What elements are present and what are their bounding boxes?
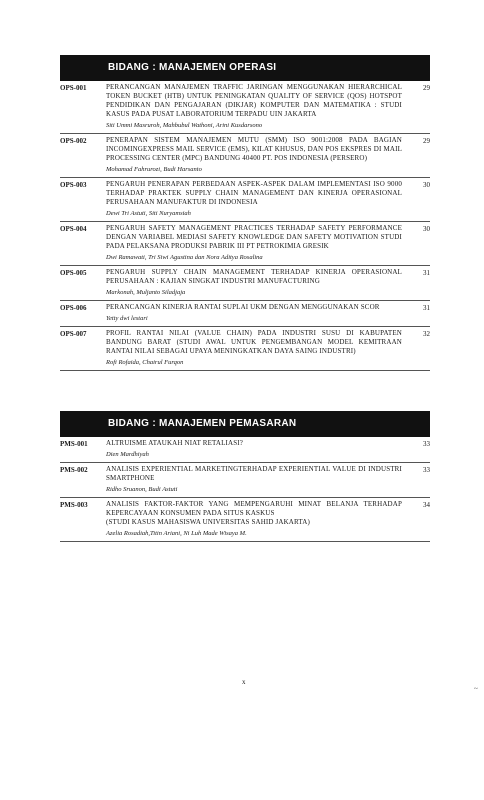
toc-entry [60, 222, 430, 266]
entry-code: OPS-006 [60, 304, 87, 312]
entry-authors: Dien Mardhiyah [106, 451, 149, 458]
toc-entry [60, 81, 430, 134]
entry-page: 34 [423, 501, 430, 509]
entry-code: OPS-004 [60, 225, 87, 233]
entry-page: 31 [423, 269, 430, 277]
entry-title: ANALISIS EXPERIENTIAL MARKETINGTERHADAP EXPERIENTIAL VALUE DI INDUSTRI SMARTPHONE [106, 465, 402, 482]
toc-entry [60, 134, 430, 178]
entry-authors: Yetty dwi lestari [106, 315, 148, 322]
section-header: BIDANG : MANAJEMEN PEMASARAN [60, 411, 430, 437]
entry-authors: Dewi Tri Astuti, Siti Nuryamsiah [106, 210, 191, 217]
entry-authors: Azelia Rosadiah,Titin Ariani, Ni Luh Made Wisaya M. [106, 530, 247, 537]
entry-authors: Mohamad Fahrurozi, Budi Harsanto [106, 166, 202, 173]
entry-code: OPS-001 [60, 84, 87, 92]
entry-code: PMS-001 [60, 440, 88, 448]
section-pemasaran [60, 411, 430, 542]
entry-title: PROFIL RANTAI NILAI (VALUE CHAIN) PADA INDUSTRI SUSU DI KABUPATEN BANDUNG BARAT (STUDI AWAL UNTUK PENGEMBANGAN MODEL KEMITRAAN RANTAI NILAI SEBAGAI UPAYA MENINGKATKAN DAYA SAING INDUSTRI) [106, 329, 402, 355]
entry-authors: Siti Ummi Masruroh, Mahbubul Wathoni, Arini Kusdarsono [106, 122, 263, 129]
toc-entry [60, 301, 430, 327]
entry-title: ANALISIS FAKTOR-FAKTOR YANG MEMPENGARUHI MINAT BELANJA TERHADAP KEPERCAYAAN KONSUMEN PADA SITUS KASKUS [106, 500, 402, 517]
entry-code: PMS-003 [60, 501, 88, 509]
entry-code: OPS-002 [60, 137, 87, 145]
toc-entry [60, 498, 430, 542]
page-footer-number: x [242, 678, 246, 686]
toc-page [60, 55, 430, 542]
entry-authors: Markonah, Muljanto Siladjaja [106, 289, 186, 296]
entry-page: 29 [423, 137, 430, 145]
toc-entry [60, 463, 430, 498]
entry-page: 31 [423, 304, 430, 312]
entry-title: ALTRUISME ATAUKAH NIAT RETALIASI? [106, 439, 244, 447]
section-operasi [60, 55, 430, 371]
entry-page: 33 [423, 466, 430, 474]
entry-page: 30 [423, 225, 430, 233]
entry-code: OPS-005 [60, 269, 87, 277]
toc-entry [60, 437, 430, 463]
entry-code: PMS-002 [60, 466, 88, 474]
entry-page: 33 [423, 440, 430, 448]
section-header: BIDANG : MANAJEMEN OPERASI [60, 55, 430, 81]
section-spacer [60, 371, 430, 411]
entry-code: OPS-007 [60, 330, 87, 338]
toc-entry [60, 327, 430, 371]
entry-title: PENERAPAN SISTEM MANAJEMEN MUTU (SMM) ISO 9001:2008 PADA BAGIAN INCOMINGEXPRESS MAIL SERVICE (EMS), KILAT KHUSUS, DAN POS EKSPRES DI MAIL PROCESSING CENTER (MPC) BANDUNG 40400 PT. POS INDONESIA (PERSERO) [106, 136, 402, 162]
entry-title: PENGARUH SAFETY MANAGEMENT PRACTICES TERHADAP SAFETY PERFORMANCE DENGAN VARIABEL MEDIASI SAFETY KNOWLEDGE DAN SAFETY MOTIVATION STUDI PADA PELAKSANA PRODUKSI PABRIK III PT PETROKIMIA GRESIK [106, 224, 402, 250]
entry-authors: Ridho Sruanon, Budi Astuti [106, 486, 178, 493]
entry-authors: Dwi Ramawati, Tri Siwi Agustina dan Nora Aditya Rosalina [106, 254, 263, 261]
entry-title: PERANCANGAN KINERJA RANTAI SUPLAI UKM DENGAN MENGGUNAKAN SCOR [106, 303, 380, 311]
entry-authors: Rofi Rofaida, Chairul Furqon [106, 359, 184, 366]
entry-title: PERANCANGAN MANAJEMEN TRAFFIC JARINGAN MENGGUNAKAN HIERARCHICAL TOKEN BUCKET (HTB) UNTUK PENINGKATAN QUALITY OF SERVICE (QOS) HOTSPOT PENDIDIKAN DAN PENGAJARAN (DIKJAR) KOMPUTER DAN MATEMATIKA : STUDI KASUS PADA PUSAT LABORATORIUM TERPADU UIN JAKARTA [106, 83, 402, 118]
entry-page: 32 [423, 330, 430, 338]
entry-page: 30 [423, 181, 430, 189]
entry-title: PENGARUH PENERAPAN PERBEDAAN ASPEK-ASPEK DALAM IMPLEMENTASI ISO 9000 TERHADAP PRAKTEK SUPPLY CHAIN MANAGEMENT DAN KINERJA OPERASIONAL PERUSAHAAN MANUFAKTUR DI INDONESIA [106, 180, 402, 206]
entry-note: (STUDI KASUS MAHASISWA UNIVERSITAS SAHID JAKARTA) [106, 518, 310, 526]
toc-entry [60, 178, 430, 222]
toc-entry [60, 266, 430, 301]
scan-mark: ~ [474, 685, 478, 693]
entry-code: OPS-003 [60, 181, 87, 189]
entry-page: 29 [423, 84, 430, 92]
entry-title: PENGARUH SUPPLY CHAIN MANAGEMENT TERHADAP KINERJA OPERASIONAL PERUSAHAAN : KAJIAN SINGKAT INDUSTRI MANUFACTURING [106, 268, 402, 285]
